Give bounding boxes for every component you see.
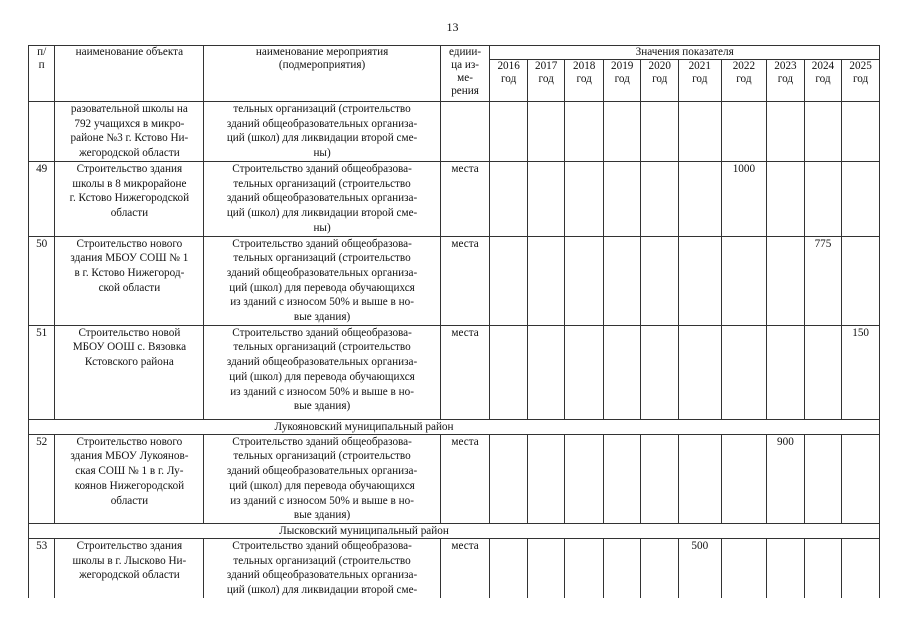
value-cell (804, 162, 842, 237)
unit-cell: места (440, 236, 490, 325)
value-cell: 1000 (721, 162, 767, 237)
value-cell (565, 102, 604, 162)
header-year: 2024 год (804, 60, 842, 102)
unit-cell (440, 102, 490, 162)
value-cell (678, 102, 721, 162)
value-cell (641, 325, 679, 419)
value-cell: 900 (767, 434, 805, 523)
measure-name: Строительство зданий общеобразова- тельных организаций (строительство зданий общеобразовательных организа- ций (школ) для ликвидации второй сме- (204, 538, 440, 597)
value-cell (678, 162, 721, 237)
value-cell (527, 162, 565, 237)
value-cell (721, 434, 767, 523)
value-cell (490, 236, 528, 325)
value-cell (603, 325, 641, 419)
value-cell (767, 325, 805, 419)
header-year: 2020 год (641, 60, 679, 102)
value-cell (842, 162, 880, 237)
header-year: 2018 год (565, 60, 604, 102)
header-unit: едиии- ца из- ме- рения (440, 46, 490, 102)
row-number (29, 102, 55, 162)
value-cell (721, 236, 767, 325)
value-cell (565, 434, 604, 523)
measure-name: тельных организаций (строительство зданий общеобразовательных организа- ций (школ) для ликвидации второй сме- ны) (204, 102, 440, 162)
value-cell (804, 325, 842, 419)
value-cell (603, 236, 641, 325)
value-cell (565, 236, 604, 325)
value-cell (527, 434, 565, 523)
header-num: п/ п (29, 46, 55, 102)
value-cell (767, 102, 805, 162)
object-name: Строительство нового здания МБОУ СОШ № 1 в г. Кстово Нижегород- ской области (55, 236, 204, 325)
value-cell (842, 434, 880, 523)
row-number: 53 (29, 538, 55, 597)
value-cell (641, 162, 679, 237)
value-cell (767, 162, 805, 237)
value-cell (527, 102, 565, 162)
district-name: Лукояновский муниципальный район (274, 420, 454, 433)
table-row (29, 162, 880, 237)
value-cell: 775 (804, 236, 842, 325)
object-name: Строительство новой МБОУ ООШ с. Вязовка Кстовского района (55, 325, 204, 419)
measure-name: Строительство зданий общеобразова- тельных организаций (строительство зданий общеобразовательных организа- ций (школ) для ликвидации второй сме- ны) (204, 162, 440, 237)
value-cell (641, 102, 679, 162)
value-cell (767, 236, 805, 325)
district-row (29, 523, 880, 538)
value-cell (490, 325, 528, 419)
value-cell (842, 102, 880, 162)
indicator-table (28, 45, 880, 598)
measure-name: Строительство зданий общеобразова- тельных организаций (строительство зданий общеобразовательных организа- ций (школ) для перевода обучающихся из зданий с износом 50% и выше в но- вые здания) (204, 434, 440, 523)
value-cell: 150 (842, 325, 880, 419)
value-cell (527, 325, 565, 419)
header-year: 2021 год (678, 60, 721, 102)
object-name: Строительство нового здания МБОУ Лукоянов- ская СОШ № 1 в г. Лу- коянов Нижегородской области (55, 434, 204, 523)
value-cell (603, 162, 641, 237)
unit-cell: места (440, 162, 490, 237)
header-object: наименование объекта (55, 46, 204, 102)
table-row (29, 325, 880, 419)
value-cell (721, 325, 767, 419)
value-cell (603, 538, 641, 597)
value-cell (527, 236, 565, 325)
header-year: 2023 год (767, 60, 805, 102)
value-cell (842, 236, 880, 325)
unit-cell: места (440, 325, 490, 419)
header-values: Значения показателя (490, 46, 880, 60)
value-cell (767, 538, 805, 597)
value-cell: 500 (678, 538, 721, 597)
value-cell (641, 538, 679, 597)
value-cell (490, 538, 528, 597)
measure-name: Строительство зданий общеобразова- тельных организаций (строительство зданий общеобразовательных организа- ций (школ) для перевода обучающихся из зданий с износом 50% и выше в но- вые здания) (204, 236, 440, 325)
value-cell (603, 102, 641, 162)
district-row (29, 419, 880, 434)
table-row (29, 236, 880, 325)
table-row (29, 538, 880, 597)
district-name: Лысковский муниципальный район (279, 524, 449, 537)
header-measure: наименование мероприятия (подмероприятия) (204, 46, 440, 102)
row-number: 49 (29, 162, 55, 237)
value-cell (842, 538, 880, 597)
row-number: 51 (29, 325, 55, 419)
row-number: 52 (29, 434, 55, 523)
value-cell (678, 434, 721, 523)
value-cell (641, 434, 679, 523)
header-year: 2022 год (721, 60, 767, 102)
value-cell (804, 102, 842, 162)
value-cell (565, 325, 604, 419)
object-name: Строительство здания школы в г. Лысково Ни- жегородской области (55, 538, 204, 597)
value-cell (565, 162, 604, 237)
header-year: 2016 год (490, 60, 528, 102)
value-cell (527, 538, 565, 597)
unit-cell: места (440, 434, 490, 523)
value-cell (603, 434, 641, 523)
header-year: 2019 год (603, 60, 641, 102)
value-cell (721, 102, 767, 162)
value-cell (641, 236, 679, 325)
value-cell (490, 162, 528, 237)
value-cell (678, 236, 721, 325)
page-number: 13 (446, 20, 459, 34)
value-cell (721, 538, 767, 597)
object-name: разовательной школы на 792 учащихся в микро- районе №3 г. Кстово Ни- жегородской области (55, 102, 204, 162)
value-cell (565, 538, 604, 597)
value-cell (678, 325, 721, 419)
table-row (29, 434, 880, 523)
row-number: 50 (29, 236, 55, 325)
value-cell (490, 434, 528, 523)
unit-cell: места (440, 538, 490, 597)
header-year: 2025 год (842, 60, 880, 102)
table-row (29, 102, 880, 162)
measure-name: Строительство зданий общеобразова- тельных организаций (строительство зданий общеобразовательных организа- ций (школ) для перевода обучающихся из зданий с износом 50% и выше в но- вые здания) (204, 325, 440, 419)
object-name: Строительство здания школы в 8 микрорайоне г. Кстово Нижегородской области (55, 162, 204, 237)
value-cell (804, 434, 842, 523)
value-cell (490, 102, 528, 162)
header-year: 2017 год (527, 60, 565, 102)
value-cell (804, 538, 842, 597)
